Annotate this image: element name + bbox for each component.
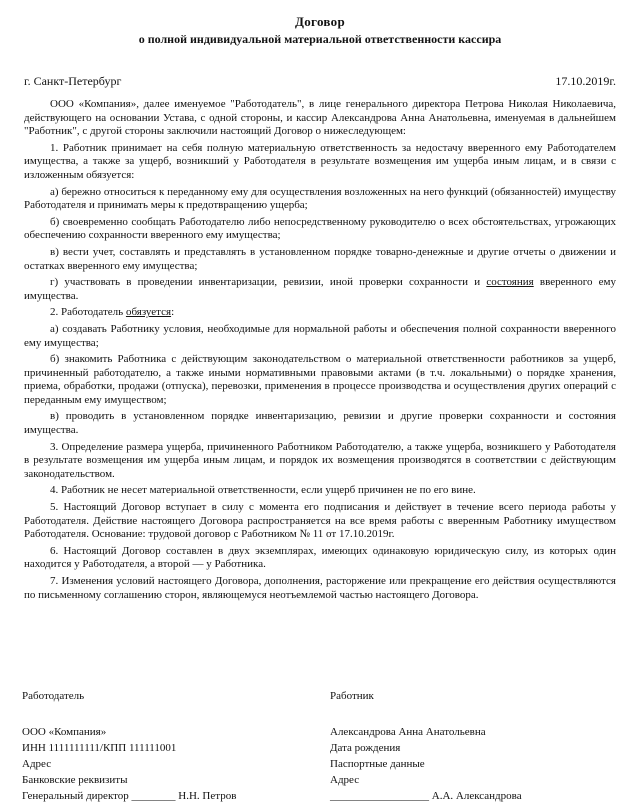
clause-2-end: : <box>171 306 175 319</box>
clause-1c: в) вести учет, составлять и представлять в установленном порядке товарно-денежные и другие отчеты о движении и остатках вверенного ему имущества; <box>24 245 616 272</box>
clause-6: 6. Настоящий Договор составлен в двух экземплярах, имеющих одинаковую юридическую силу, из которых один находится у Работодателя, а второй — у Работника. <box>24 544 616 571</box>
employer-signatory: Генеральный директор ________ Н.Н. Петров <box>22 790 237 802</box>
employer-bank-details: Банковские реквизиты <box>22 774 128 786</box>
clause-4: 4. Работник не несет материальной ответственности, если ущерб причинен не по его вине. <box>50 484 476 497</box>
employer-name: ООО «Компания» <box>22 726 107 738</box>
employee-birth-date: Дата рождения <box>330 742 401 754</box>
employer-address: Адрес <box>22 758 52 770</box>
clause-1a: а) бережно относиться к переданному ему для осуществления возложенных на него функций (обязанностей) имуществу Работодателя и принимать меры к предотвращению ущерба; <box>24 185 616 212</box>
clause-1d-text: г) участвовать в проведении инвентаризации, ревизии, иной проверки сохранности и <box>50 276 487 289</box>
contract-city: г. Санкт-Петербург <box>24 74 122 88</box>
clause-3: 3. Определение размера ущерба, причиненного Работником Работодателю, а также ущерба, возникшего у Работодателя в результате возмещения им ущерба иным лицам, и порядок их возмещения производятся в соответствии с действующим законодательством. <box>24 440 616 480</box>
clause-1: 1. Работник принимает на себя полную материальную ответственность за недостачу вверенного ему Работодателем имущества, а также за ущерб, возникший у Работодателя в результате возмещения им ущерба иным лицам, и в связи с изложенным обязуется: <box>24 141 616 181</box>
employee-name: Александрова Анна Анатольевна <box>330 726 486 738</box>
employee-address: Адрес <box>330 774 360 786</box>
employer-signature-block <box>22 688 322 804</box>
employee-signatory: __________________ А.А. Александрова <box>330 790 522 802</box>
contract-body <box>24 98 616 602</box>
clause-2a: а) создавать Работнику условия, необходимые для нормальной работы и обеспечения полной сохранности вверенного ему имущества; <box>24 322 616 349</box>
employer-role: Работодатель <box>22 690 85 702</box>
employer-inn: ИНН 1111111111/КПП 111111001 <box>22 742 177 754</box>
clause-1b: б) своевременно сообщать Работодателю либо непосредственному руководителю о всех обстоятельствах, угрожающих обеспечению сохранности вверенного ему имущества; <box>24 215 616 242</box>
intro-paragraph: ООО «Компания», далее именуемое "Работодатель", в лице генерального директора Петрова Николая Николаевича, действующего на основании Устава, с одной стороны, и кассир Александрова Анна Анатольевна, именуемая в дальнейшем "Работник", с другой стороны заключили настоящий Договор о нижеследующем: <box>24 98 616 138</box>
clause-2 <box>24 306 616 320</box>
contract-date: 17.10.2019г. <box>555 74 616 88</box>
clause-1d <box>24 276 616 303</box>
clause-1d-underlined: состояния <box>486 276 534 289</box>
clause-2-underlined: обязуется <box>125 306 172 319</box>
employee-passport: Паспортные данные <box>330 758 425 770</box>
employee-signature-block <box>330 688 630 804</box>
document-subtitle: о полной индивидуальной материальной ответственности кассира <box>138 32 502 46</box>
clause-2c: в) проводить в установленном порядке инвентаризацию, ревизии и другие проверки сохранности и состояния имущества. <box>24 410 616 437</box>
clause-7: 7. Изменения условий настоящего Договора, дополнения, расторжение или прекращение его действия осуществляются по письменному соглашению сторон, являющемуся неотъемлемой частью настоящего Договора. <box>24 575 616 601</box>
clause-5: 5. Настоящий Договор вступает в силу с момента его подписания и действует в течение всего периода работы у Работодателя. Действие настоящего Договора распространяется на все время работы с вверенным Работнику имуществом Работодателя. Основание: трудовой договор с Работником № 11 от 17.10.2019г. <box>24 501 616 541</box>
clause-2-text: 2. Работодатель <box>50 306 126 319</box>
clause-2b: б) знакомить Работника с действующим законодательством о материальной ответственности работников за ущерб, причиненный работодателю, а также иными нормативными правовыми актами (в т.ч. локальными) о порядке хранения, приема, обработки, продажи (отпуска), перевозки, применения в процессе производства и осуществления других операций с переданным ему имуществом; <box>24 353 616 406</box>
document-title: Договор <box>295 14 345 29</box>
employee-role: Работник <box>330 690 374 702</box>
clause-1d-end: вверенного ему имущества. <box>24 276 616 302</box>
